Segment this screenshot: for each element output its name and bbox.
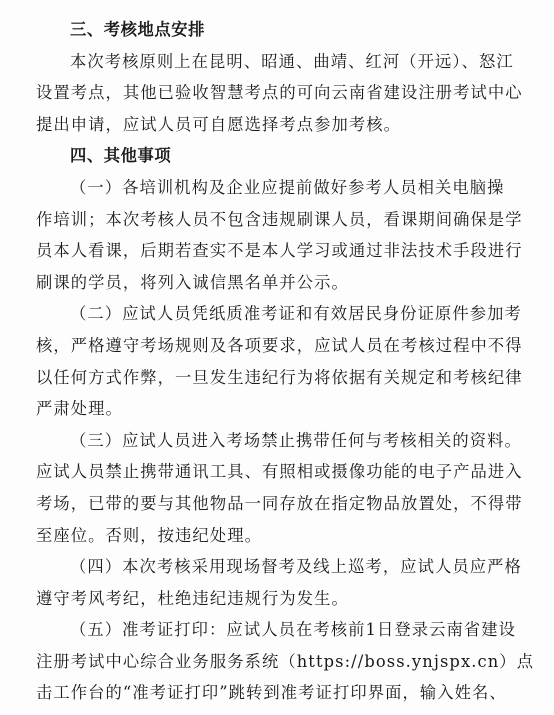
item-3-line: 应试人员禁止携带通讯工具、有照相或摄像功能的电子产品进入 — [36, 462, 523, 482]
item-5-line: 注册考试中心综合业务服务系统（https://boss.ynjspx.cn）点 — [36, 651, 535, 671]
item-3-line: 考场，已带的要与其他物品一同存放在指定物品放置处，不得带 — [36, 493, 523, 513]
section-3-line: 提出申请，应试人员可自愿选择考点参加考核。 — [36, 114, 402, 134]
item-3-line: （三）应试人员进入考场禁止携带任何与考核相关的资料。 — [70, 430, 522, 450]
item-1-line: 刷课的学员，将列入诚信黑名单并公示。 — [36, 272, 349, 292]
section-3-heading: 三、考核地点安排 — [70, 20, 206, 39]
item-2-line: 核，严格遵守考场规则及各项要求，应试人员在考核过程中不得 — [36, 335, 523, 355]
item-5-line: 击工作台的“准考证打印”跳转到准考证打印界面，输入姓名、 — [36, 683, 507, 703]
section-3-line: 本次考核原则上在昆明、昭通、曲靖、红河（开远）、怒江 — [70, 51, 514, 71]
section-4-heading: 四、其他事项 — [70, 146, 172, 166]
item-4-line: 遵守考风考纪，杜绝违纪违规行为发生。 — [36, 588, 349, 608]
section-3-line: 设置考点，其他已验收智慧考点的可向云南省建设注册考试中心 — [36, 83, 523, 103]
item-1-line: 员本人看课，后期若查实不是本人学习或通过非法技术手段进行 — [36, 241, 523, 261]
item-2-line: 以任何方式作弊，一旦发生违纪行为将依据有关规定和考核纪律 — [36, 367, 523, 387]
item-2-line: （二）应试人员凭纸质准考证和有效居民身份证原件参加考 — [70, 304, 522, 324]
item-5-line: （五）准考证打印：应试人员在考核前1日登录云南省建设 — [70, 620, 516, 640]
item-3-line: 至座位。否则，按违纪处理。 — [36, 525, 262, 545]
item-2-line: 严肃处理。 — [36, 399, 123, 419]
item-1-line: 作培训；本次考核人员不包含违规刷课人员，看课期间确保是学 — [36, 209, 523, 229]
item-4-line: （四）本次考核采用现场督考及线上巡考，应试人员应严格 — [70, 557, 522, 577]
item-1-line: （一）各培训机构及企业应提前做好参考人员相关电脑操 — [70, 177, 505, 197]
